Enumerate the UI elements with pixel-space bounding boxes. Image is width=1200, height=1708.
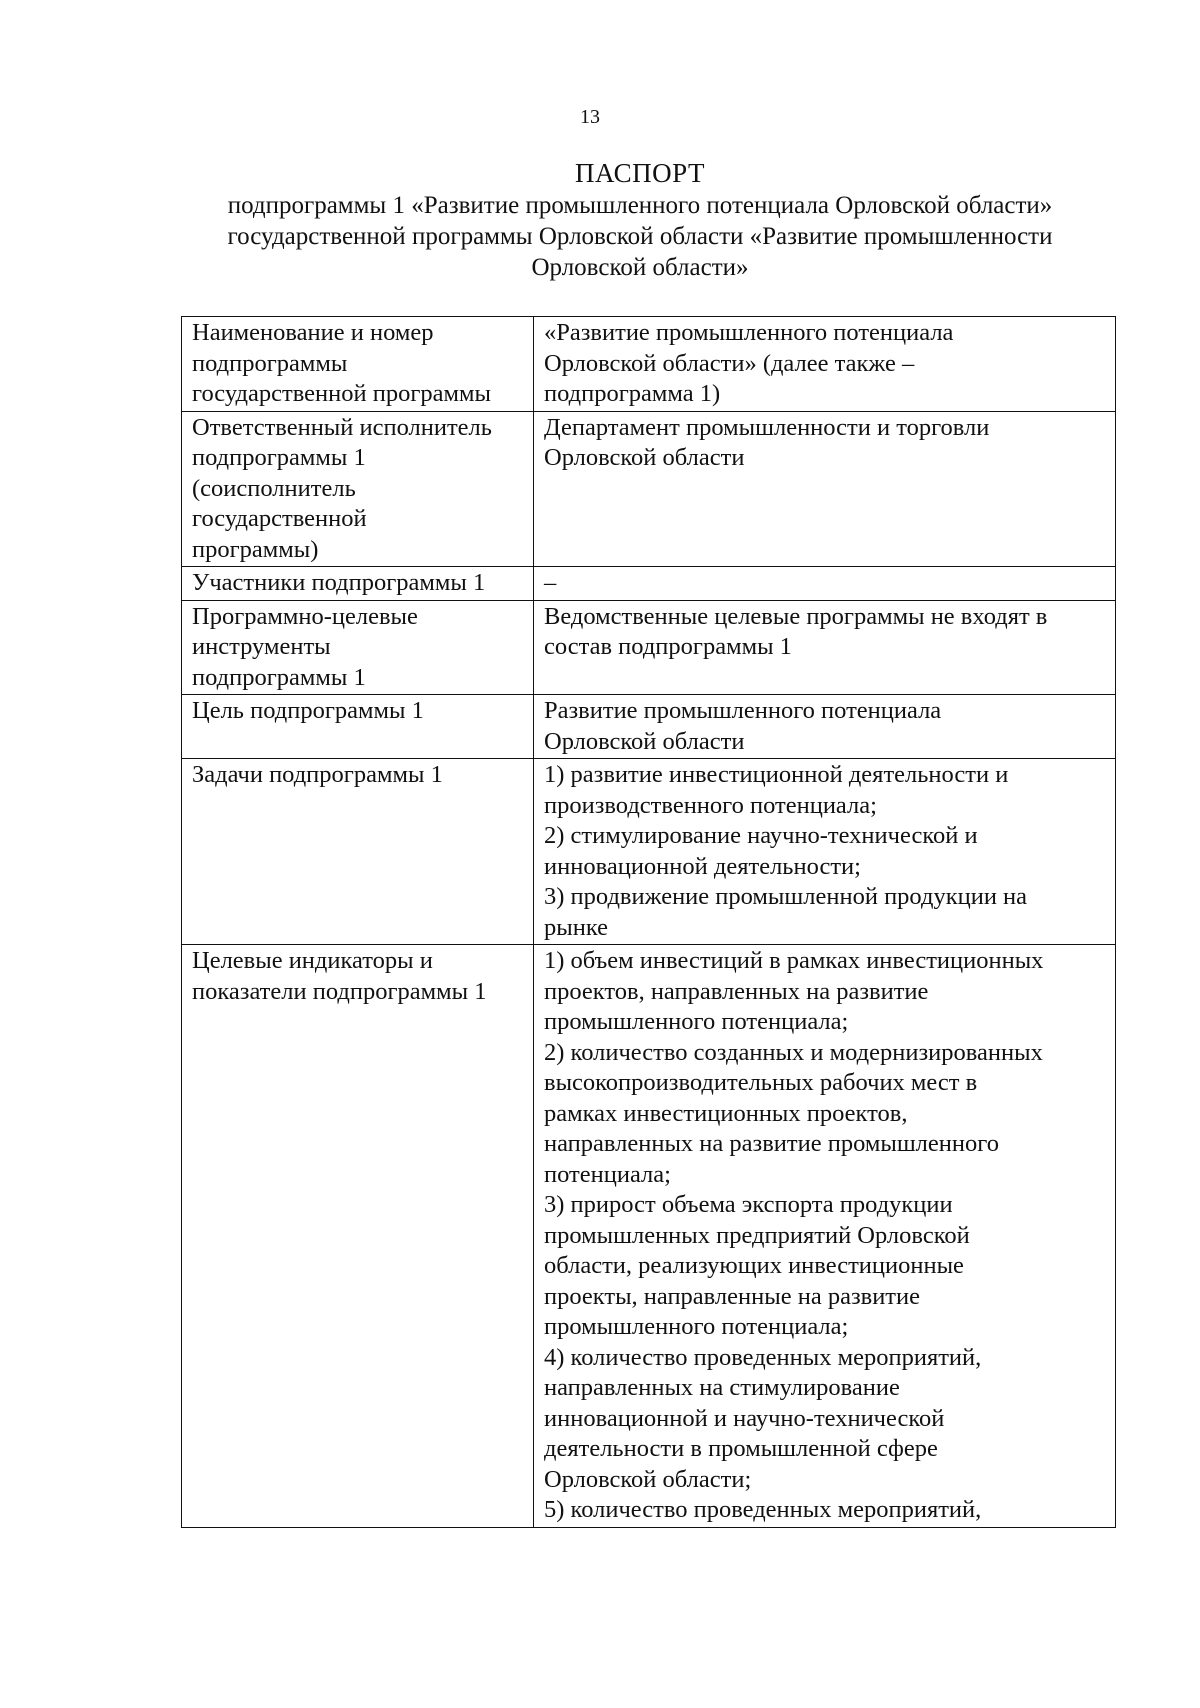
document-subtitle [190, 190, 1090, 283]
value-line: Развитие промышленного потенциала [544, 697, 942, 724]
value-line: Орловской области; [544, 1465, 752, 1493]
value-line: проектов, направленных на развитие [544, 977, 929, 1005]
row-label-cell [182, 411, 534, 567]
value-line: 1) объем инвестиций в рамках инвестиционных [544, 947, 1044, 974]
label-line: Цель подпрограммы 1 [192, 697, 424, 724]
row-value-cell [534, 411, 1116, 567]
value-line: «Развитие промышленного потенциала [544, 319, 954, 346]
label-line: Целевые индикаторы и [192, 947, 433, 974]
value-line: 1) развитие инвестиционной деятельности и [544, 761, 1009, 788]
label-line: Участники подпрограммы 1 [192, 569, 486, 596]
label-line: государственной программы [192, 380, 491, 407]
value-line: промышленного потенциала; [544, 1008, 849, 1035]
table-row [182, 600, 1116, 695]
passport-table-body [182, 317, 1116, 1528]
table-row [182, 945, 1116, 1528]
table-row [182, 567, 1116, 601]
label-line: подпрограммы [192, 349, 348, 377]
value-line: инновационной и научно-технической [544, 1404, 945, 1432]
value-line: инновационной деятельности; [544, 852, 861, 880]
row-label-cell [182, 567, 534, 601]
value-line: промышленных предприятий Орловской [544, 1221, 970, 1249]
label-line: подпрограммы 1 [192, 663, 366, 691]
label-line: программы) [192, 535, 319, 563]
value-line: 3) продвижение промышленной продукции на [544, 883, 1028, 910]
label-line: (соисполнитель [192, 474, 356, 502]
value-line: 5) количество проведенных мероприятий, [544, 1496, 982, 1523]
value-line: Департамент промышленности и торговли [544, 413, 990, 441]
label-line: Задачи подпрограммы 1 [192, 761, 443, 788]
row-label-cell [182, 759, 534, 945]
row-value-cell [534, 567, 1116, 601]
table-row [182, 695, 1116, 759]
subtitle-line: государственной программы Орловской области «Развитие промышленности [227, 223, 1053, 250]
row-label-cell [182, 945, 534, 1528]
value-line: рынке [544, 913, 608, 941]
page-number: 13 [580, 106, 600, 128]
value-line: направленных на стимулирование [544, 1374, 900, 1401]
table-row [182, 759, 1116, 945]
row-value-cell [534, 600, 1116, 695]
value-line: промышленного потенциала; [544, 1313, 849, 1340]
label-line: показатели подпрограммы 1 [192, 977, 487, 1005]
value-line: состав подпрограммы 1 [544, 633, 792, 660]
subtitle-line: Орловской области» [531, 254, 749, 281]
value-line: направленных на развитие промышленного [544, 1130, 999, 1157]
value-line: Орловской области [544, 444, 745, 471]
value-line: – [544, 569, 557, 596]
label-line: подпрограммы 1 [192, 444, 366, 471]
value-line: Орловской области [544, 727, 745, 755]
label-line: Программно-целевые [192, 602, 418, 630]
value-line: высокопроизводительных рабочих мест в [544, 1069, 978, 1096]
row-label-cell [182, 600, 534, 695]
value-line: 2) количество созданных и модернизированных [544, 1038, 1043, 1066]
label-line: государственной [192, 505, 367, 532]
value-line: проекты, направленные на развитие [544, 1282, 920, 1310]
row-value-cell [534, 945, 1116, 1528]
table-row [182, 317, 1116, 412]
value-line: Орловской области» (далее также – [544, 349, 915, 377]
passport-table [181, 316, 1116, 1528]
label-line: инструменты [192, 633, 331, 660]
value-line: Ведомственные целевые программы не входят в [544, 602, 1048, 630]
value-line: рамках инвестиционных проектов, [544, 1099, 908, 1127]
value-line: 4) количество проведенных мероприятий, [544, 1343, 982, 1371]
row-value-cell [534, 317, 1116, 412]
row-value-cell [534, 695, 1116, 759]
label-line: Наименование и номер [192, 319, 434, 346]
value-line: потенциала; [544, 1160, 671, 1188]
row-label-cell [182, 317, 534, 412]
value-line: 2) стимулирование научно-технической и [544, 822, 978, 849]
row-label-cell [182, 695, 534, 759]
value-line: подпрограмма 1) [544, 380, 721, 407]
value-line: 3) прирост объема экспорта продукции [544, 1191, 953, 1218]
value-line: деятельности в промышленной сфере [544, 1435, 938, 1462]
document-title: ПАСПОРТ [575, 158, 705, 188]
label-line: Ответственный исполнитель [192, 413, 492, 441]
row-value-cell [534, 759, 1116, 945]
table-row [182, 411, 1116, 567]
subtitle-line: подпрограммы 1 «Развитие промышленного потенциала Орловской области» [227, 192, 1053, 219]
value-line: области, реализующих инвестиционные [544, 1252, 964, 1279]
value-line: производственного потенциала; [544, 791, 877, 819]
